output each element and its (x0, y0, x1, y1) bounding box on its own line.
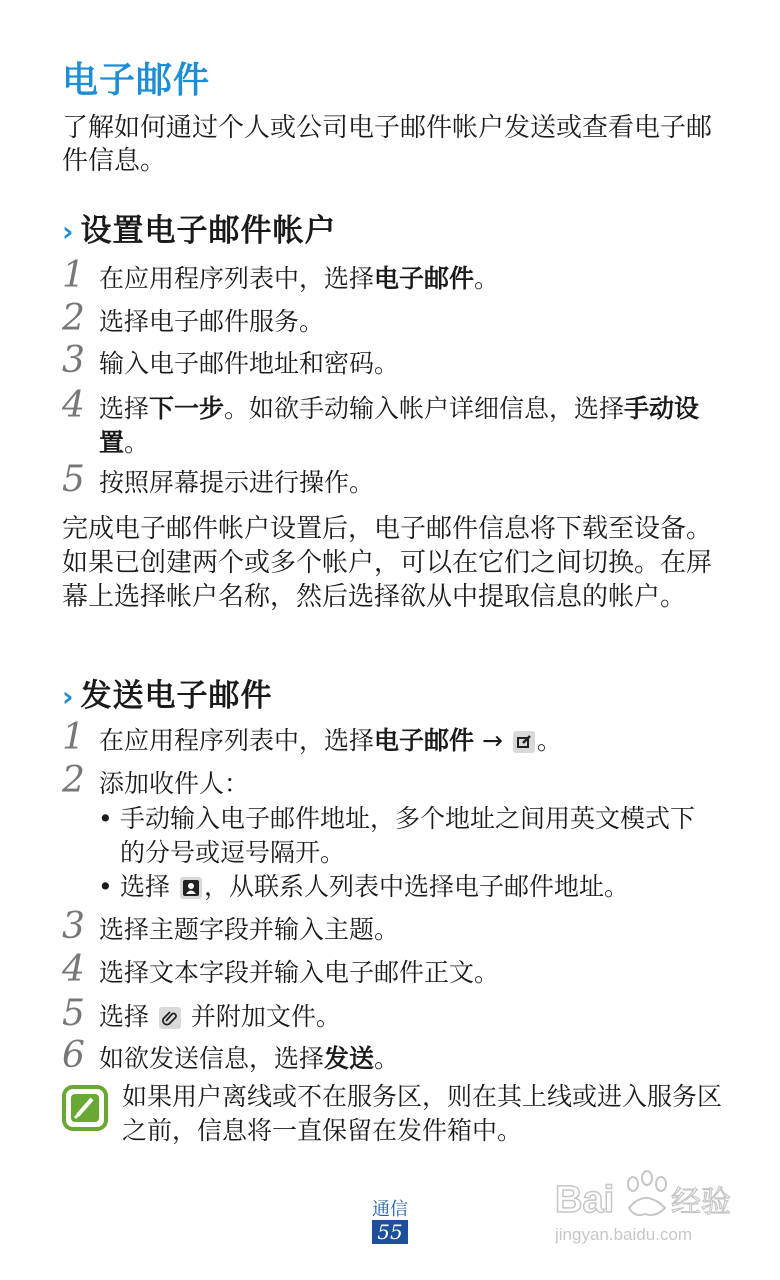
step-text: 按照屏幕提示进行操作。 (99, 468, 375, 497)
step-text: 选择下一步。如欲手动输入帐户详细信息，选择手动设置。 (99, 394, 700, 457)
step-text: 如欲发送信息，选择发送。 (99, 1044, 400, 1073)
step-number: 5 (62, 459, 85, 500)
contacts-icon (180, 877, 202, 899)
step-text: 选择 并附加文件。 (99, 1002, 341, 1031)
step-number: 4 (62, 949, 85, 990)
step-number: 1 (62, 255, 85, 296)
section-heading-send (62, 670, 273, 715)
step-number: 2 (62, 298, 85, 339)
step-number: 1 (62, 717, 85, 758)
svg-text:经验: 经验 (671, 1185, 731, 1220)
step-number: 3 (62, 906, 85, 947)
svg-text:Bai: Bai (555, 1179, 615, 1221)
section-heading-setup (62, 205, 337, 250)
bullet-dot: • (98, 804, 113, 833)
section-heading-send-label: 发送电子邮件 (80, 678, 273, 714)
setup-followup-paragraph: 完成电子邮件帐户设置后，电子邮件信息将下载至设备。如果已创建两个或多个帐户，可以在它们之间切换。在屏幕上选择帐户名称，然后选择欲从中提取信息的帐户。 (62, 514, 713, 612)
page-title: 电子邮件 (62, 60, 211, 101)
step-text: 输入电子邮件地址和密码。 (99, 349, 400, 378)
chevron-right-icon: › (62, 215, 75, 248)
chevron-right-icon: › (62, 680, 75, 713)
baidu-watermark-logo (555, 1168, 745, 1248)
svg-text:jingyan.baidu.com: jingyan.baidu.com (555, 1225, 693, 1244)
step-text: 在应用程序列表中，选择电子邮件。 (99, 264, 500, 293)
step-text: 选择电子邮件服务。 (99, 307, 325, 336)
bullet-text: 手动输入电子邮件地址，多个地址之间用英文模式下的分号或逗号隔开。 (120, 804, 696, 867)
attach-icon (159, 1007, 181, 1029)
step-number: 6 (62, 1035, 85, 1076)
footer-section-label: 通信 (372, 1199, 408, 1220)
note-icon (62, 1085, 108, 1131)
step-text: 添加收件人： (99, 769, 250, 798)
step-number: 3 (62, 340, 85, 381)
bullet-text: 选择 ，从联系人列表中选择电子邮件地址。 (120, 872, 629, 901)
compose-icon (513, 731, 535, 753)
step-number: 4 (62, 385, 85, 426)
page-number: 55 (372, 1220, 408, 1244)
step-number: 5 (62, 993, 85, 1034)
intro-paragraph: 了解如何通过个人或公司电子邮件帐户发送或查看电子邮件信息。 (62, 113, 713, 176)
step-text: 选择文本字段并输入电子邮件正文。 (99, 958, 500, 987)
bullet-dot: • (98, 872, 113, 901)
step-number: 2 (62, 760, 85, 801)
note-text: 如果用户离线或不在服务区，则在其上线或进入服务区之前，信息将一直保留在发件箱中。 (122, 1082, 723, 1145)
step-text: 在应用程序列表中，选择电子邮件 → 。 (99, 726, 562, 755)
step-text: 选择主题字段并输入主题。 (99, 915, 400, 944)
section-heading-setup-label: 设置电子邮件帐户 (80, 213, 337, 249)
